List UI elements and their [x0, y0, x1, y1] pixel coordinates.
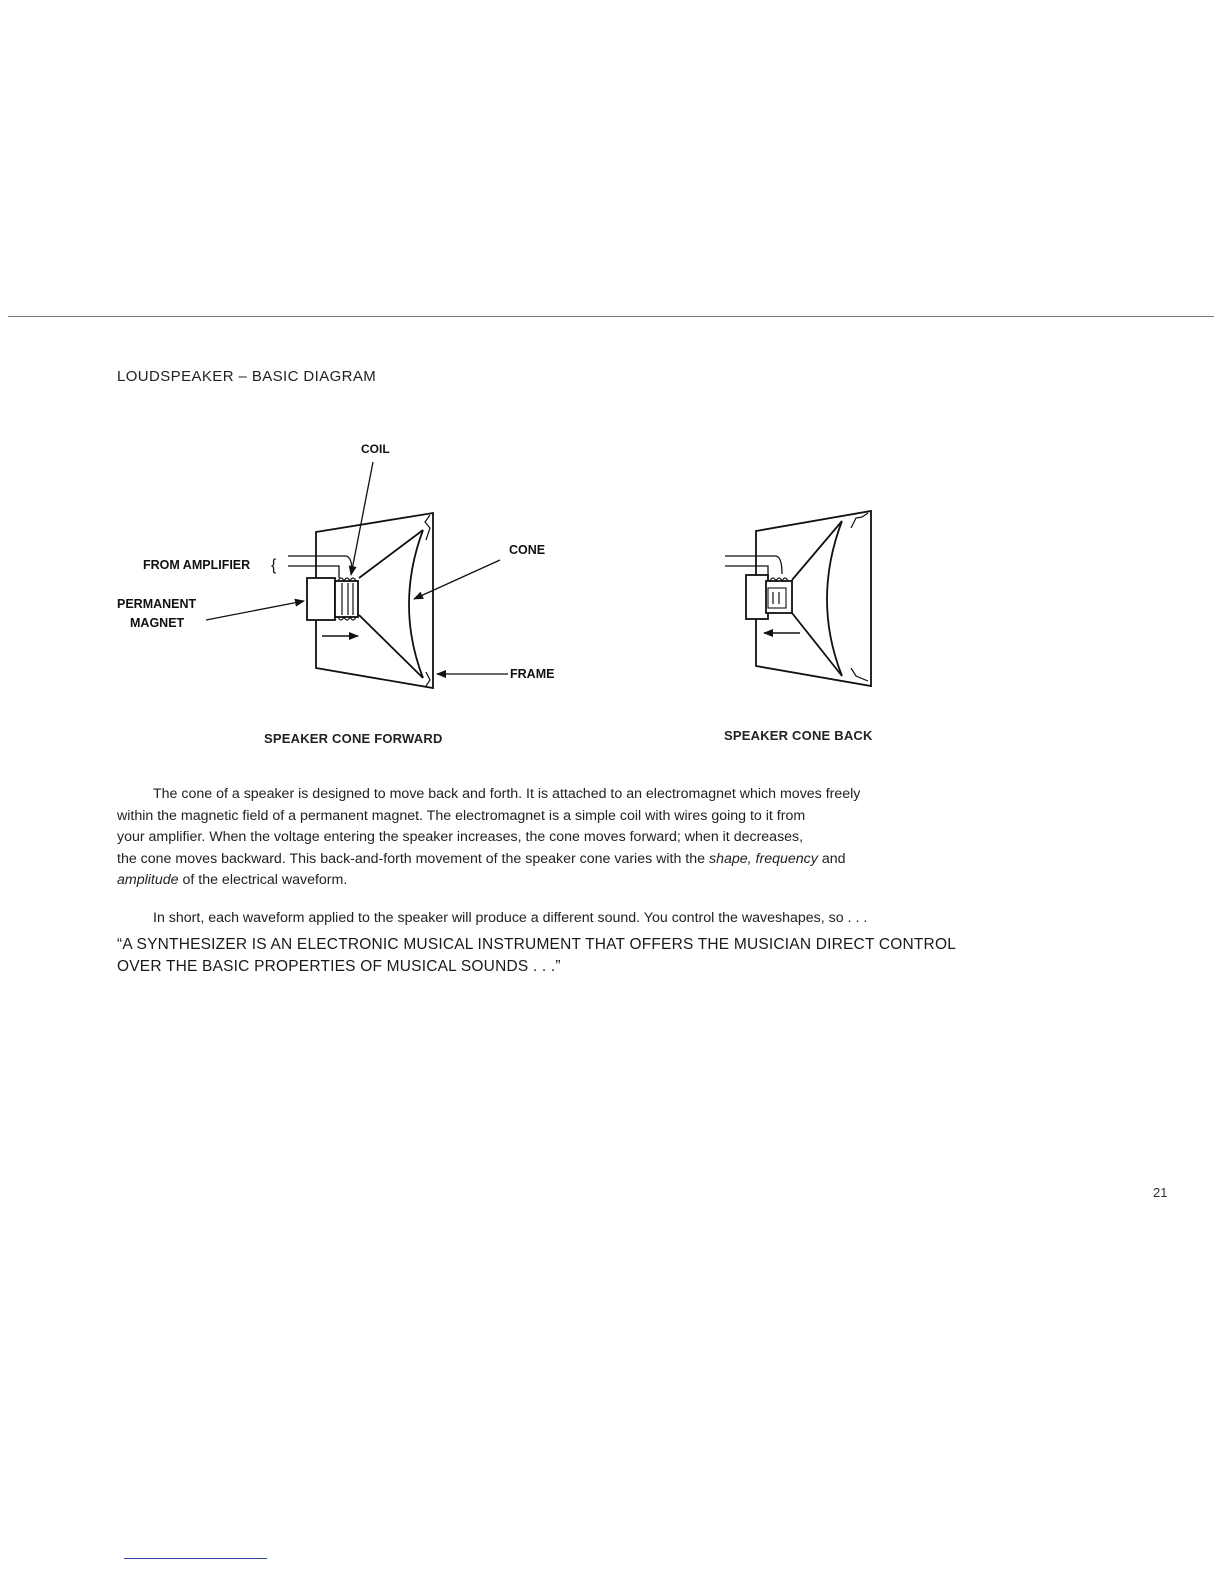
speaker-forward [288, 513, 433, 688]
paragraph-line: your amplifier. When the voltage entering the speaker increases, the cone moves forward; when it decreases, [117, 829, 804, 845]
permanent-label: PERMANENT [117, 597, 197, 611]
paragraph-text: the cone moves backward. This back-and-forth movement of the speaker cone varies with the [117, 850, 706, 867]
explanation-paragraph [117, 784, 1017, 892]
amplifier-wire-back [725, 556, 782, 574]
paragraph-line: The cone of a speaker is designed to move back and forth. It is attached to an electromagnet which moves freely [153, 786, 861, 802]
quote-line: “A SYNTHESIZER IS AN ELECTRONIC MUSICAL INSTRUMENT THAT OFFERS THE MUSICIAN DIRECT CONTROL [117, 936, 957, 953]
summary-paragraph: In short, each waveform applied to the speaker will produce a different sound. You control the waveshapes, so . . . [153, 910, 868, 926]
page-number: 21 [1153, 1185, 1168, 1200]
caption-speaker-cone-back: SPEAKER CONE BACK [724, 728, 873, 743]
emphasis-shape: shape, [708, 850, 752, 867]
cone-curve-back [827, 521, 842, 676]
frame-label: FRAME [510, 667, 555, 681]
cone-label: CONE [509, 543, 546, 557]
cone-leader [414, 560, 500, 599]
from-amplifier-label: FROM AMPLIFIER [143, 558, 251, 572]
permanent-magnet-forward [307, 578, 335, 620]
footer-rule [124, 1558, 267, 1559]
permanent-magnet-back [746, 575, 768, 619]
amplifier-brace: { [271, 557, 277, 574]
coil-label: COIL [361, 442, 390, 456]
paragraph-text: and [821, 850, 846, 867]
loudspeaker-diagram [0, 0, 1224, 760]
paragraph-text: of the electrical waveform. [182, 872, 348, 888]
quote-line: OVER THE BASIC PROPERTIES OF MUSICAL SOUNDS . . .” [117, 957, 561, 975]
emphasis-amplitude: amplitude [117, 872, 179, 888]
synthesizer-quote [117, 934, 1057, 977]
section-title: LOUDSPEAKER – BASIC DIAGRAM [117, 368, 377, 385]
paragraph-line: within the magnetic field of a permanent magnet. The electromagnet is a simple coil with wires going to it from [117, 807, 806, 824]
frame-edge-back [851, 513, 868, 681]
frame-edge-forward [425, 515, 430, 686]
coil-forward [335, 581, 358, 617]
coil-leader [351, 462, 373, 575]
speaker-back [725, 511, 871, 686]
emphasis-frequency: frequency [755, 850, 818, 867]
caption-speaker-cone-forward: SPEAKER CONE FORWARD [264, 731, 443, 746]
magnet-leader [206, 601, 304, 620]
paragraph-line [117, 870, 1017, 892]
amplifier-wire-forward [288, 556, 352, 572]
magnet-label: MAGNET [130, 616, 185, 630]
paragraph-line [117, 849, 1017, 871]
cone-curve-forward [409, 530, 423, 678]
